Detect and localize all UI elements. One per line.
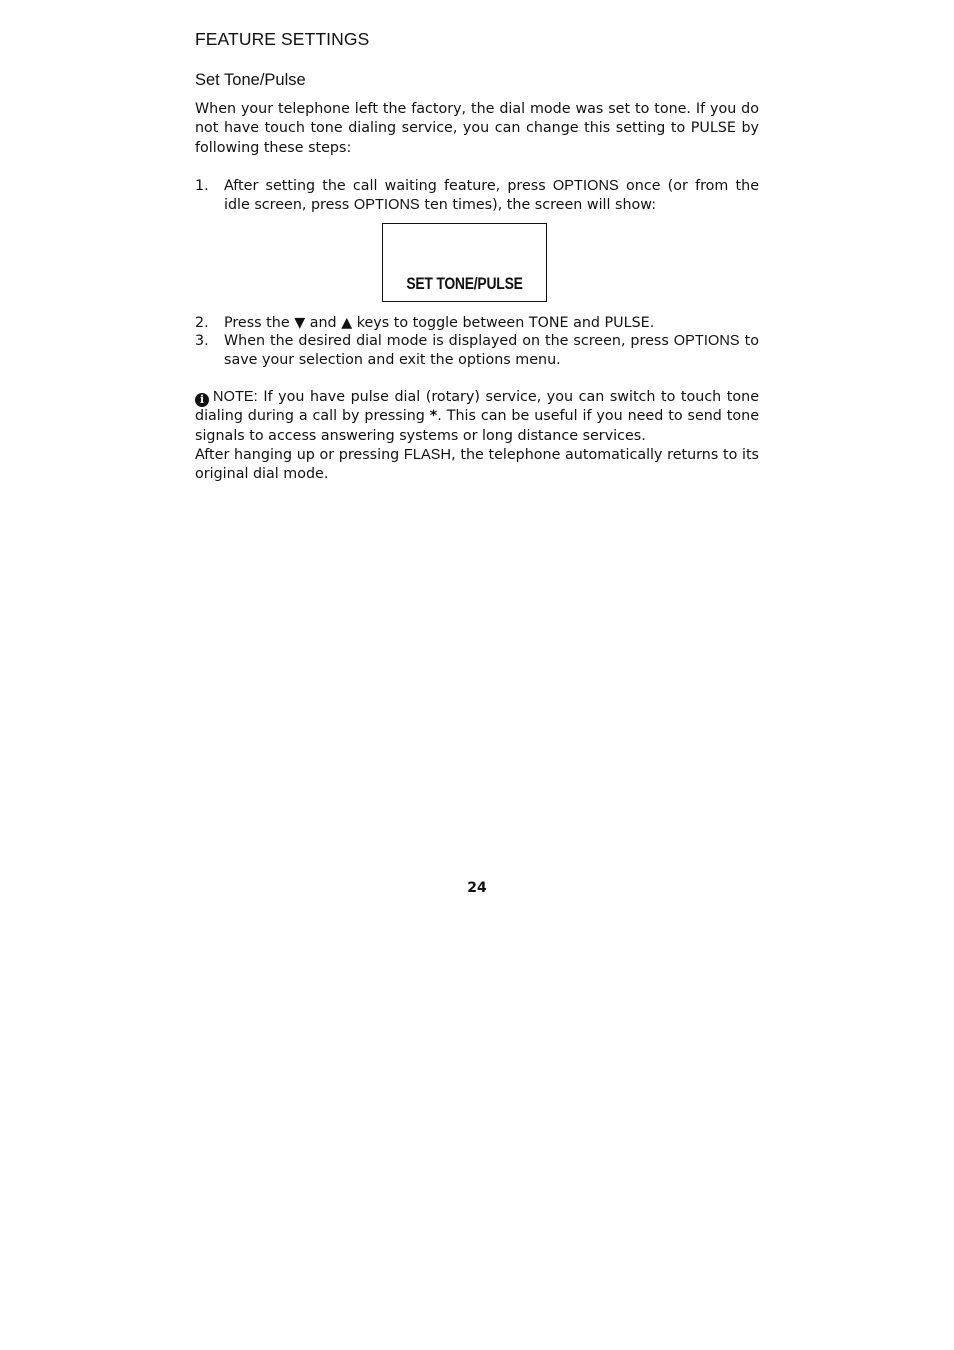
page-number: 24 (467, 880, 487, 896)
step-text-part: once (or from the idle screen, press (224, 178, 759, 213)
step-text (224, 314, 759, 333)
star-key: * (429, 408, 438, 425)
step-text-part: and (305, 315, 342, 331)
lcd-screen-illustration (382, 223, 547, 302)
note-label: NOTE: (213, 389, 258, 405)
step-text-part: After setting the call waiting feature, press (224, 178, 553, 194)
step-text-part: to save your selection and exit the options menu. (224, 333, 759, 368)
step-text (224, 332, 759, 369)
intro-paragraph: When your telephone left the factory, the dial mode was set to tone. If you do not have touch tone dialing service, you can change this setting to PULSE by following these steps: (195, 101, 759, 156)
lcd-screen-text: SET TONE/PULSE (406, 274, 523, 293)
note-text: If you have pulse dial (rotary) service, you can switch to touch tone dialing during a call by pressing (195, 389, 759, 425)
after-note-paragraph (195, 446, 759, 485)
down-arrow-icon: ▼ (294, 315, 306, 331)
flash-key: FLASH (403, 447, 452, 463)
section-title: FEATURE SETTINGS (195, 29, 370, 49)
step-number: 1. (195, 178, 209, 194)
step-number: 2. (195, 315, 209, 331)
step-text (224, 177, 759, 214)
options-key: OPTIONS (353, 196, 420, 213)
info-icon: i (195, 393, 209, 407)
note-text: . This can be useful if you need to send tone signals to access answering systems or long distance services. (195, 408, 759, 444)
subsection-title: Set Tone/Pulse (195, 71, 306, 89)
note-paragraph (195, 388, 759, 446)
step-number: 3. (195, 333, 209, 349)
up-arrow-icon: ▲ (341, 315, 353, 331)
options-key: OPTIONS (552, 178, 619, 194)
step-text-part: ten times), the screen will show: (419, 196, 657, 213)
after-note-text: , the telephone automatically returns to its original dial mode. (195, 447, 759, 483)
step-text-part: When the desired dial mode is displayed on the screen, press (224, 333, 674, 349)
options-key: OPTIONS (673, 333, 740, 349)
after-note-text: After hanging up or pressing (195, 447, 404, 463)
step-text-part: keys to toggle between TONE and PULSE. (352, 315, 655, 331)
step-text-part: Press the (224, 315, 295, 331)
